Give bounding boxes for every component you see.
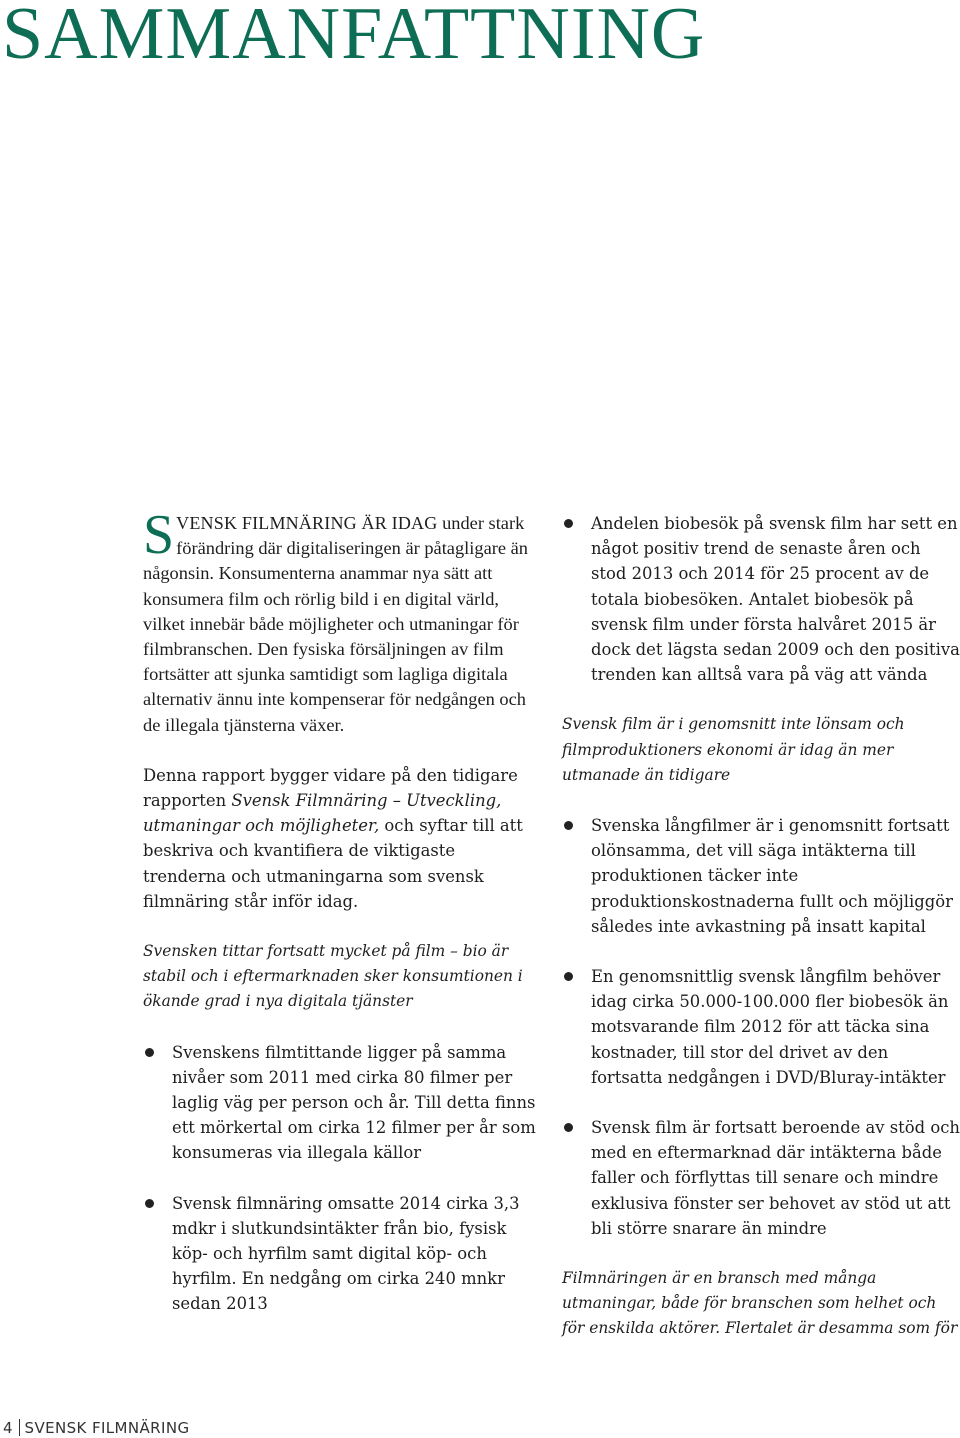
bullet-icon (145, 1199, 154, 1208)
intro-paragraph (143, 504, 543, 738)
intro-smallcaps: VENSK FILMNÄRING ÄR IDAG (176, 513, 438, 533)
consumption-bullet-list (143, 1040, 543, 1317)
bullet-text: Svenska långfilmer är i genomsnitt fortsatt olönsamma, det vill säga intäkterna till produktionen täcker inte produktionskostnaderna fullt och möjliggör således inte avkastning på insatt kapital (591, 816, 953, 936)
report-title-ref: Svensk Filmnäring – Utveckling, utmaningar och möjligheter, (143, 791, 502, 836)
bullet-icon (564, 821, 573, 830)
intro-text-continued: Den fysiska försäljningen av film fortsätter att sjunka samtidigt som lagliga digitala alternativ ännu inte kompenserar för nedgången och de illegala tjänsterna växer. (143, 639, 526, 735)
bullet-icon (564, 972, 573, 981)
page-title: SAMMANFATTNING (2, 0, 706, 75)
bullet-text: Svensk film är fortsatt beroende av stöd och med en eftermarknad där intäkterna både faller och förflyttas till senare och mindre exklusiva fönster ser behovet av stöd ut att bli större snarare än mindre (591, 1118, 960, 1238)
page-number: 4 (3, 1419, 13, 1437)
footer-divider (19, 1419, 20, 1436)
bullet-text: Svenskens filmtittande ligger på samma nivåer som 2011 med cirka 80 filmer per laglig väg per person och år. Till detta finns ett mörkertal om cirka 12 filmer per år som konsumeras via illegala källor (172, 1042, 536, 1163)
intro-text: under stark förändring där digitaliseringen är påtagligare än någonsin. Konsumenterna anammar nya sätt att konsumera film och rörlig bild i en digital värld, vilket innebär både möjligheter och utmaningar för filmbranschen. (143, 513, 528, 660)
report-text-b: och syftar till att beskriva och kvantifiera de viktigaste trenderna och utmaningarna som svensk filmnäring står inför idag. (143, 816, 523, 911)
profitability-bullet-list (562, 813, 960, 1241)
list-item (143, 1191, 543, 1317)
report-text-a: Denna rapport bygger vidare på den tidigare rapporten (143, 765, 518, 811)
list-item (562, 511, 960, 687)
bullet-icon (564, 519, 573, 528)
page-footer (3, 1418, 189, 1438)
list-item (562, 964, 960, 1090)
list-item (143, 1040, 543, 1166)
drop-cap: S (143, 504, 175, 566)
bullet-text: Svensk filmnäring omsatte 2014 cirka 3,3 mdkr i slutkundsintäkter från bio, fysisk köp- och hyrfilm samt digital köp- och hyrfilm. En nedgång om cirka 240 mnkr sedan 2013 (172, 1193, 520, 1314)
right-column (562, 511, 960, 1367)
section-heading-challenges: Filmnäringen är en bransch med många utmaningar, både för branschen som helhet och för enskilda aktörer. Flertalet är desamma som för (562, 1269, 958, 1338)
cinema-bullet-list (562, 511, 960, 687)
footer-brand: SVENSK FILMNÄRING (24, 1419, 190, 1437)
bullet-icon (564, 1123, 573, 1132)
report-paragraph (143, 763, 543, 914)
section-heading-consumption: Svensken tittar fortsatt mycket på film – bio är stabil och i eftermarknaden sker konsumtionen i ökande grad i nya digitala tjänster (143, 942, 523, 1011)
left-column (143, 504, 543, 1342)
bullet-text: En genomsnittlig svensk långfilm behöver idag cirka 50.000-100.000 fler biobesök än motsvarande film 2012 för att täcka sina kostnader, till stor del drivet av den fortsatta nedgången i DVD/Bluray-intäkter (591, 967, 949, 1087)
section-heading-profitability: Svensk film är i genomsnitt inte lönsam och filmproduktioners ekonomi är idag än mer utmanade än tidigare (562, 715, 905, 784)
list-item (562, 813, 960, 939)
bullet-text: Andelen biobesök på svensk film har sett en något positiv trend de senaste åren och stod 2013 och 2014 för 25 procent av de totala biobesöken. Antalet biobesök på svensk film under första halvåret 2015 är dock det lägsta sedan 2009 och den positiva trenden kan alltså vara på väg att vända (591, 514, 960, 685)
list-item (562, 1115, 960, 1241)
bullet-icon (145, 1048, 154, 1057)
